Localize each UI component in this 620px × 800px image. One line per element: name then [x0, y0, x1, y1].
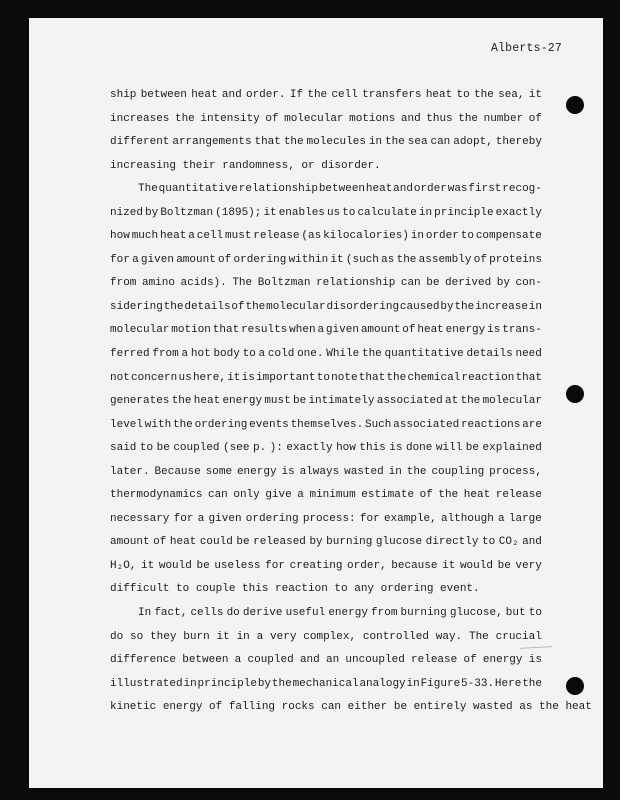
text-line: sidering the details of the molecular disordering caused by the increase in [110, 300, 542, 313]
punch-hole-top [566, 96, 584, 114]
text-line: how much heat a cell must release (as kilocalories) in order to compensate [110, 230, 542, 243]
text-line: ferred from a hot body to a cold one. While the quantitative details need [110, 348, 542, 361]
text-line: not concern us here, it is important to note that the chemical reaction that [110, 371, 542, 384]
text-line: increases the intensity of molecular motions and thus the number of [110, 112, 542, 125]
text-line: later. Because some energy is always wasted in the coupling process, [110, 465, 542, 478]
text-line: difference between a coupled and an uncoupled release of energy is [110, 654, 542, 667]
punch-hole-middle [566, 385, 584, 403]
text-line: nized by Boltzman (1895); it enables us to calculate in principle exactly [110, 206, 542, 219]
text-line: different arrangements that the molecules in the sea can adopt, thereby [110, 136, 542, 149]
text-line: molecular motion that results when a given amount of heat energy is trans- [110, 324, 542, 337]
text-line: In fact, cells do derive useful energy from burning glucose, but to [138, 607, 542, 620]
text-line: difficult to couple this reaction to any ordering event. [110, 583, 480, 596]
text-line: amount of heat could be released by burning glucose directly to CO₂ and [110, 536, 542, 549]
text-line: thermodynamics can only give a minimum estimate of the heat release [110, 489, 542, 502]
body-text [110, 84, 592, 720]
running-head: Alberts-27 [490, 42, 562, 55]
text-line: necessary for a given ordering process: for example, although a large [110, 512, 542, 525]
text-line: for a given amount of ordering within it (such as the assembly of proteins [110, 253, 542, 266]
text-line: increasing their randomness, or disorder. [110, 159, 381, 172]
text-line: The quantitative relationship between heat and order was first recog- [138, 183, 542, 196]
text-line: H₂O, it would be useless for creating order, because it would be very [110, 559, 542, 572]
text-line: said to be coupled (see p. ): exactly how this is done will be explained [110, 442, 542, 455]
text-line: kinetic energy of falling rocks can either be entirely wasted as the heat [110, 701, 592, 714]
text-line: illustrated in principle by the mechanical analogy in Figure 5-33. Here the [110, 677, 542, 690]
text-line: ship between heat and order. If the cell transfers heat to the sea, it [110, 89, 542, 101]
text-line: from amino acids). The Boltzman relationship can be derived by con- [110, 277, 542, 290]
text-line: do so they burn it in a very complex, controlled way. The crucial [110, 630, 542, 643]
document-page [29, 18, 603, 788]
punch-hole-bottom [566, 677, 584, 695]
text-line: level with the ordering events themselves. Such associated reactions are [110, 418, 542, 431]
text-line: generates the heat energy must be intimately associated at the molecular [110, 395, 542, 408]
